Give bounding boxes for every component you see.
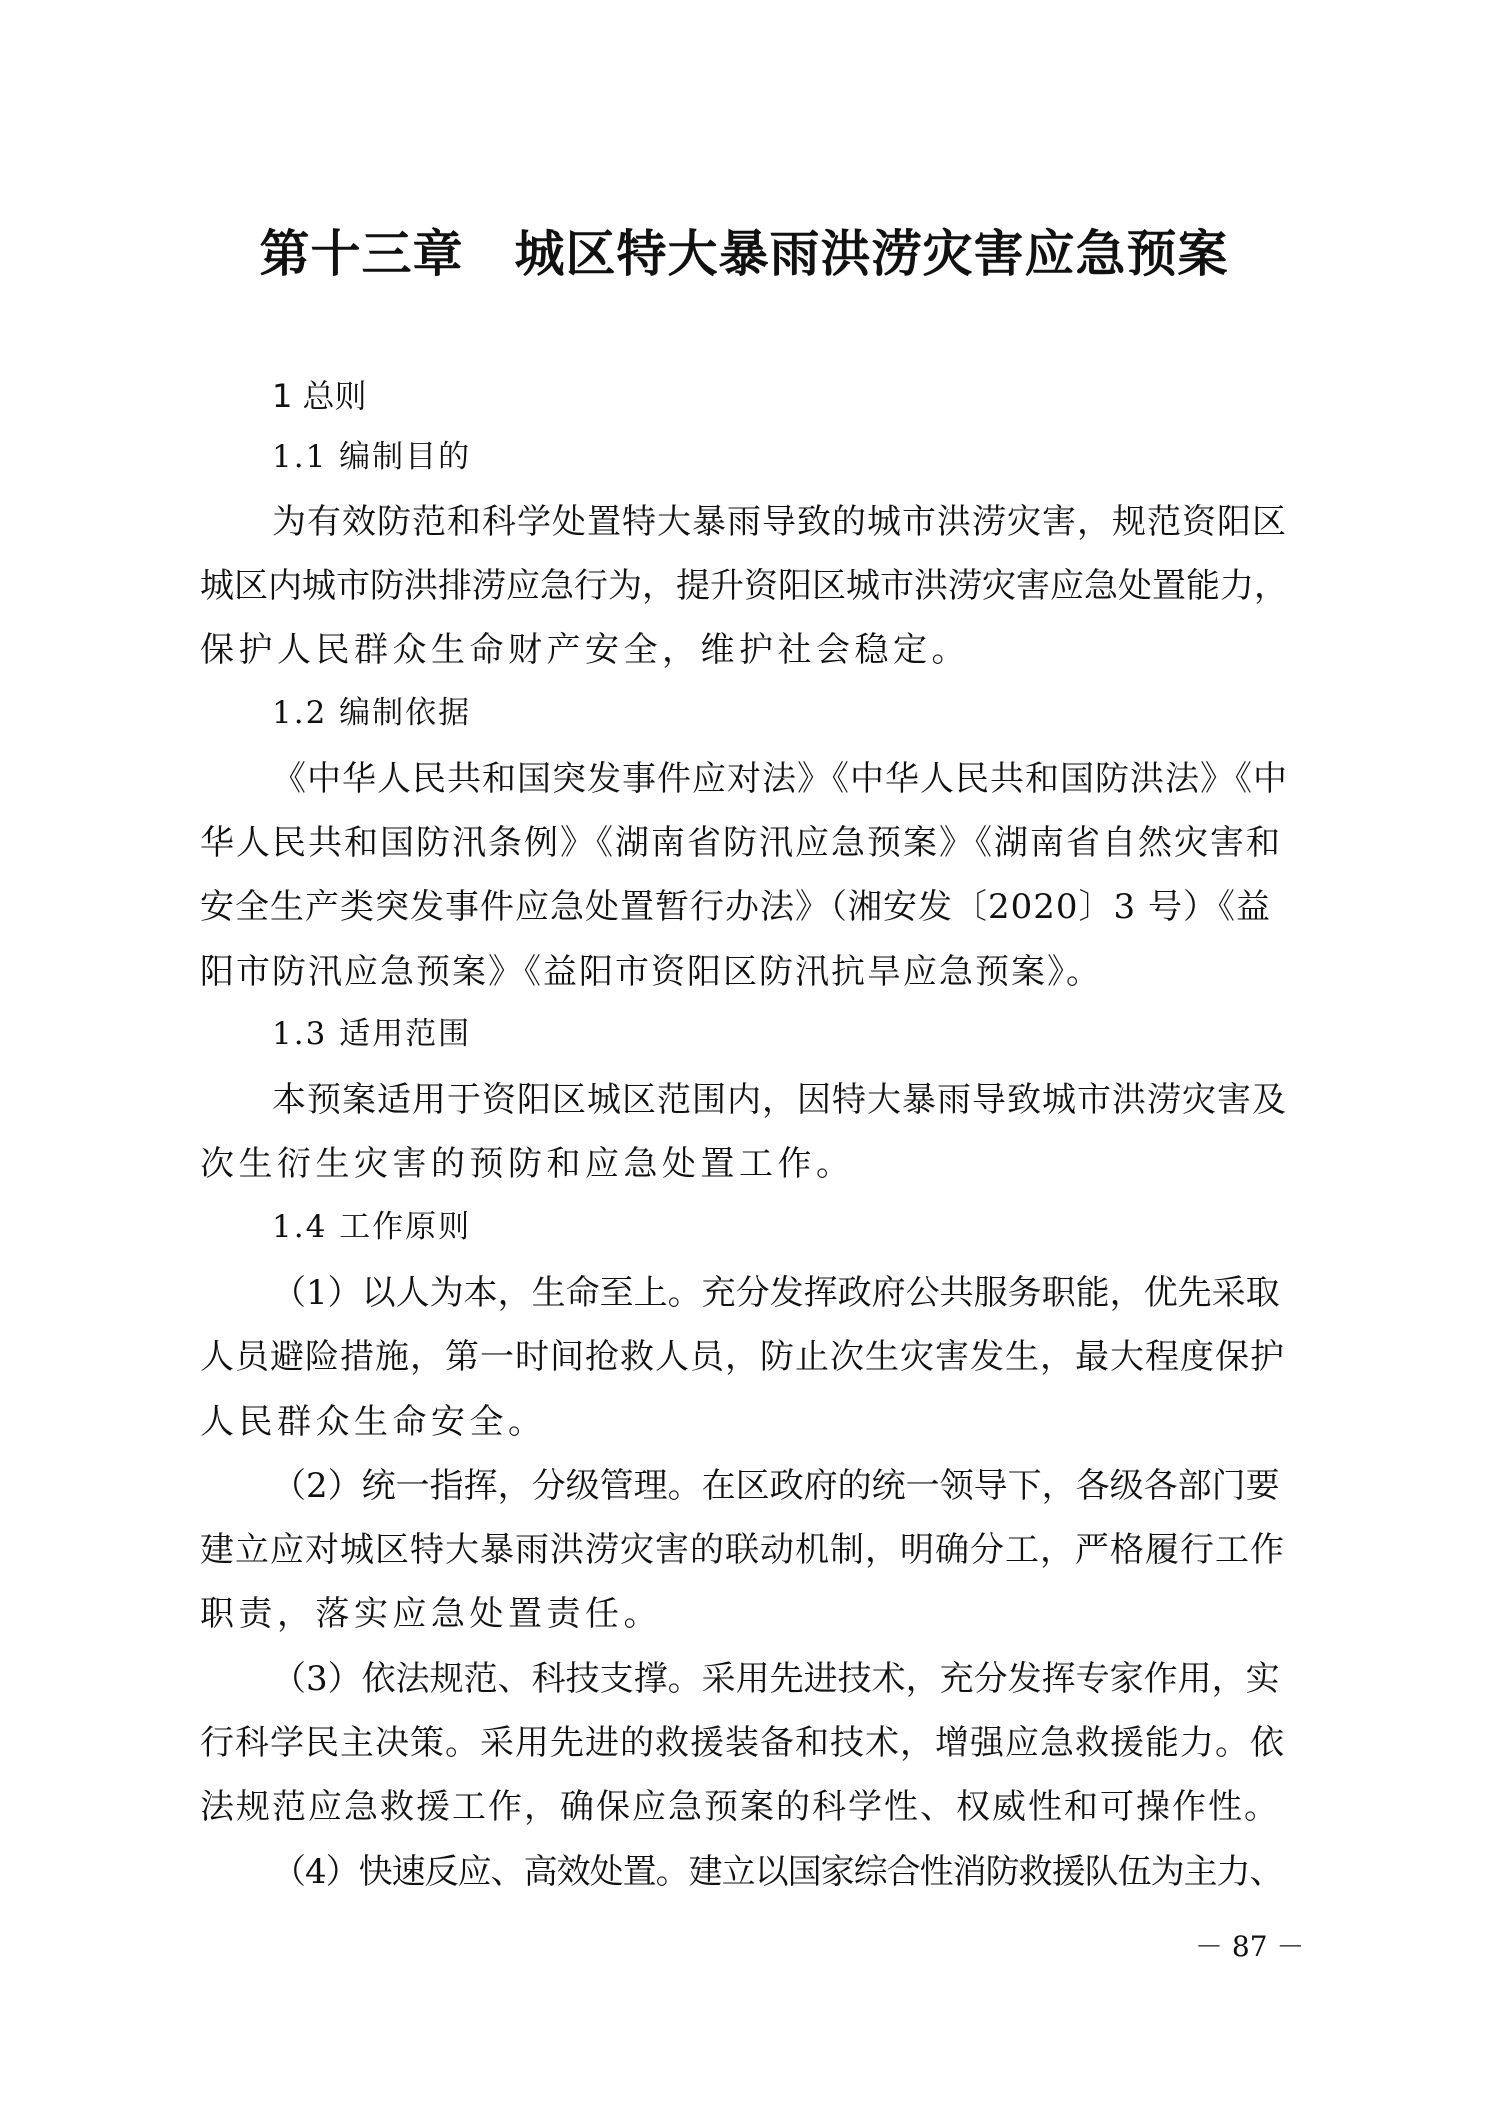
paragraph-line: 为有效防范和科学处置特大暴雨导致的城市洪涝灾害，规范资阳区 (272, 502, 1287, 542)
paragraph-line: （3）依法规范、科技支撑。采用先进技术，充分发挥专家作用，实 (272, 1659, 1280, 1699)
paragraph-line: 职责，落实应急处置责任。 (200, 1594, 662, 1634)
paragraph-line: （1）以人为本，生命至上。充分发挥政府公共服务职能，优先采取 (272, 1273, 1280, 1313)
paragraph-line: 城区内城市防洪排涝应急行为，提升资阳区城市洪涝灾害应急处置能力， (200, 566, 1288, 606)
subsection-heading-scope: 1.3 适用范围 (272, 1016, 472, 1052)
paragraph-line: 次生衍生灾害的预防和应急处置工作。 (200, 1144, 855, 1184)
paragraph-line: 本预案适用于资阳区城区范围内，因特大暴雨导致城市洪涝灾害及 (272, 1080, 1287, 1120)
paragraph-line: 安全生产类突发事件应急处置暂行办法》（湘安发〔2020〕3 号）《益 (200, 887, 1271, 927)
paragraph-line: 建立应对城区特大暴雨洪涝灾害的联动机制，明确分工，严格履行工作 (200, 1530, 1285, 1570)
section-heading-general: 1 总则 (272, 377, 367, 415)
paragraph-line: 阳市防汛应急预案》《益阳市资阳区防汛抗旱应急预案》。 (200, 952, 1102, 992)
chapter-title: 第十三章 城区特大暴雨洪涝灾害应急预案 (259, 225, 1229, 283)
paragraph-line: 《中华人民共和国突发事件应对法》《中华人民共和国防洪法》《中 (272, 759, 1288, 799)
page-number: － 87 － (1195, 1930, 1305, 1963)
paragraph-line: （4）快速反应、高效处置。建立以国家综合性消防救援队伍为主力、 (272, 1852, 1283, 1892)
paragraph-line: 人员避险措施，第一时间抢救人员，防止次生灾害发生，最大程度保护 (200, 1337, 1285, 1377)
subsection-heading-purpose: 1.1 编制目的 (272, 439, 472, 475)
paragraph-line: 法规范应急救援工作，确保应急预案的科学性、权威性和可操作性。 (200, 1787, 1280, 1827)
paragraph-line: 人民群众生命安全。 (200, 1402, 547, 1442)
subsection-heading-principles: 1.4 工作原则 (272, 1209, 472, 1245)
paragraph-line: 华人民共和国防汛条例》《湖南省防汛应急预案》《湖南省自然灾害和 (200, 823, 1282, 863)
paragraph-line: 行科学民主决策。采用先进的救援装备和技术，增强应急救援能力。依 (200, 1723, 1285, 1763)
paragraph-line: （2）统一指挥，分级管理。在区政府的统一领导下，各级各部门要 (272, 1466, 1280, 1506)
subsection-heading-basis: 1.2 编制依据 (272, 695, 472, 731)
paragraph-line: 保护人民群众生命财产安全，维护社会稳定。 (200, 630, 970, 670)
